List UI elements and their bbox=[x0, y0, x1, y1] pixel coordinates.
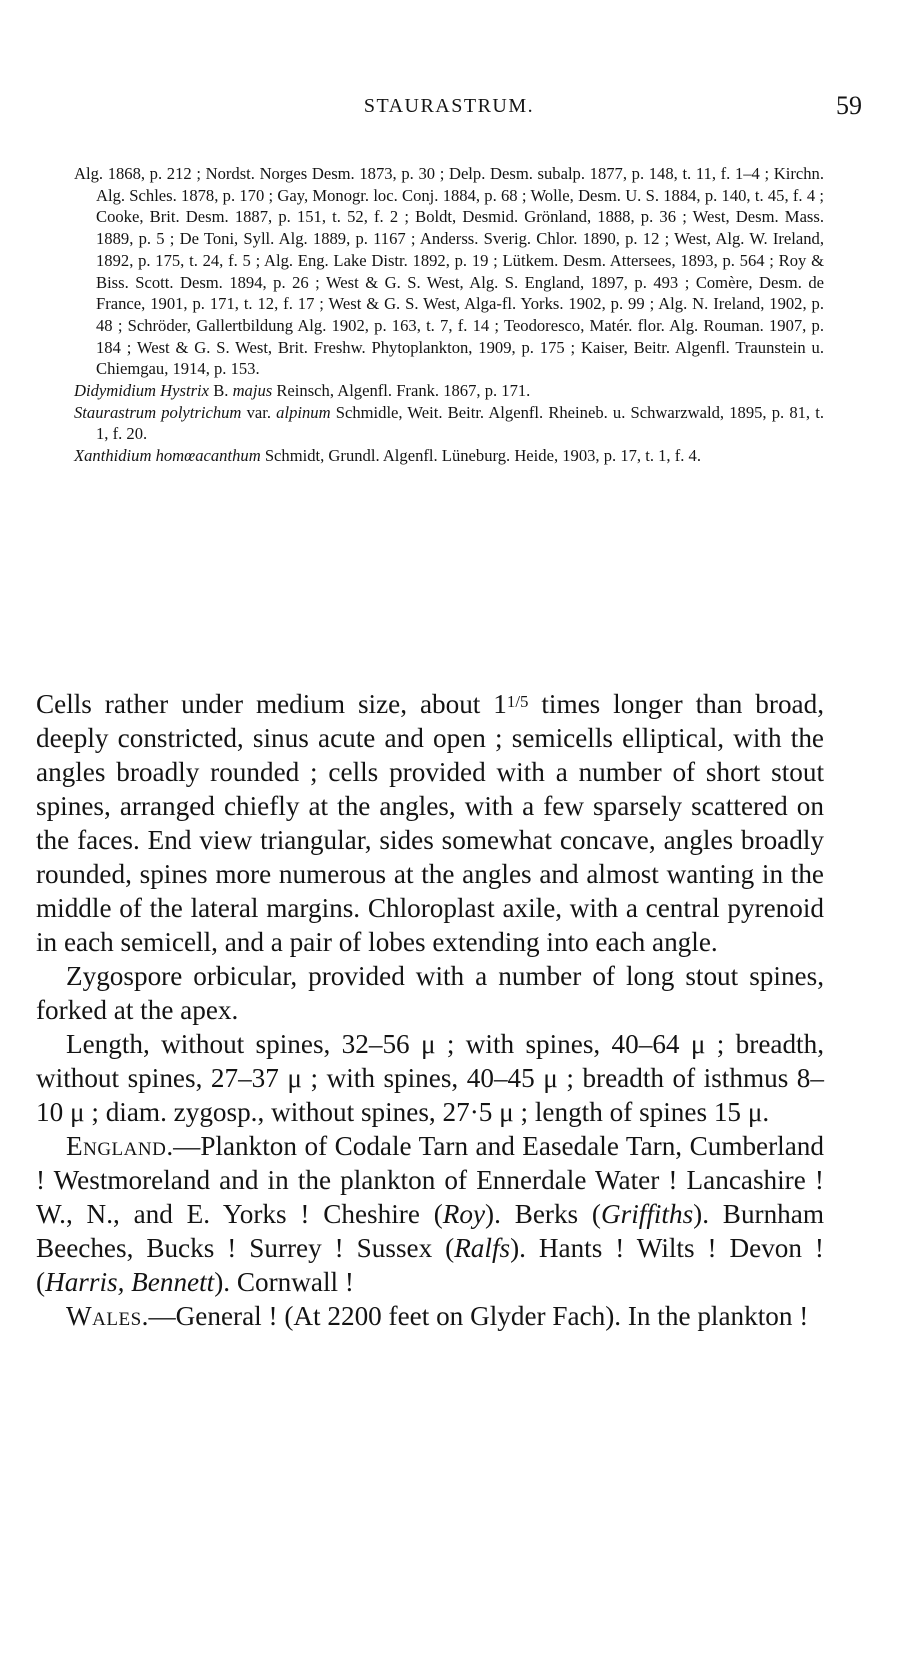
synonym-connector: var. bbox=[241, 402, 277, 422]
synonym-reference: Reinsch, Algenfl. Frank. 1867, p. 171. bbox=[272, 381, 531, 401]
synonymy-references bbox=[74, 163, 824, 467]
distribution-text: ). Berks ( bbox=[485, 1198, 601, 1229]
synonym-entry bbox=[74, 445, 824, 467]
collector-name: Roy bbox=[442, 1198, 486, 1229]
page-header bbox=[36, 91, 862, 131]
distribution-text: .—Plankton of Codale Tarn and Easedale Tarn, Cumberland ! Westmoreland and in the plankton of Ennerdale Water ! Lancashire ! W., N., and E. Yorks ! Cheshire ( bbox=[36, 1130, 824, 1229]
page-number: 59 bbox=[836, 91, 862, 120]
synonym-name: Staurastrum polytrichum bbox=[74, 402, 242, 422]
england-distribution bbox=[36, 1129, 824, 1299]
collector-name: Griffiths bbox=[601, 1198, 694, 1229]
zygospore-paragraph: Zygospore orbicular, provided with a number of long stout spines, forked at the apex. bbox=[36, 960, 824, 1025]
region-label-england: England bbox=[66, 1130, 167, 1161]
synonym-name: Xanthidium homœacanthum bbox=[74, 446, 261, 466]
description-text: times longer than broad, deeply constricted, sinus acute and open ; semicells elliptical, with the angles broadly rounded ; cells provided with a number of short stout spines, arranged chiefly at the angles, with a few sparsely scattered on the faces. End view triangular, sides somewhat concave, angles broadly rounded, spines more numerous at the angles and almost wanting in the middle of the lateral margins. Chloroplast axile, with a central pyrenoid in each semicell, and a pair of lobes extending into each angle. bbox=[36, 688, 824, 957]
running-title: STAURASTRUM. bbox=[363, 95, 535, 117]
synonym-variety: majus bbox=[232, 381, 273, 401]
region-label-wales: Wales bbox=[66, 1300, 142, 1331]
description-text: Cells rather under medium size, about 1 bbox=[36, 688, 507, 719]
distribution-text: ). Burnham Beeches, Bucks ! Surrey ! Sussex ( bbox=[36, 1198, 824, 1263]
distribution-text: .—General ! (At 2200 feet on Glyder Fach). In the plankton ! bbox=[141, 1300, 809, 1331]
bibliography-paragraph bbox=[74, 163, 824, 380]
synonym-connector: B. bbox=[209, 381, 233, 401]
bibliography-text: Alg. 1868, p. 212 ; Nordst. Norges Desm. 1873, p. 30 ; Delp. Desm. subalp. 1877, p. 148, t. 11, f. 1–4 ; Kirchn. Alg. Schles. 1878, p. 170 ; Gay, Monogr. loc. Conj. 1884, p. 68 ; Wolle, Desm. U. S. 1884, p. 140, t. 45, f. 4 ; Cooke, Brit. Desm. 1887, p. 151, t. 52, f. 2 ; Boldt, Desmid. Grönland, 1888, p. 36 ; West, Desm. Mass. 1889, p. 5 ; De Toni, Syll. Alg. 1889, p. 1167 ; Anderss. Sverig. Chlor. 1890, p. 12 ; West, Alg. W. Ireland, 1892, p. 175, t. 24, f. 5 ; Alg. Eng. Lake Distr. 1892, p. 19 ; Lütkem. Desm. Attersees, 1893, p. 564 ; Roy & Biss. Scott. Desm. 1894, p. 26 ; West & G. S. West, Alg. S. England, 1897, p. 493 ; Comère, Desm. de France, 1901, p. 171, t. 12, f. 17 ; West & G. S. West, Alga-fl. Yorks. 1902, p. 99 ; Alg. N. Ireland, 1902, p. 48 ; Schröder, Gallertbildung Alg. 1902, p. 163, t. 7, f. 14 ; Teodoresco, Matér. flor. Alg. Rouman. 1907, p. 184 ; West & G. S. West, Brit. Freshw. Phytoplankton, 1909, p. 175 ; Kaiser, Beitr. Algenfl. Traunstein u. Chiemgau, 1914, p. 153. bbox=[74, 164, 824, 379]
synonym-reference: Schmidle, Weit. Beitr. Algenfl. Rheineb. u. Schwarzwald, 1895, p. 81, t. 1, f. 20. bbox=[96, 402, 824, 444]
collector-name: Ralfs bbox=[454, 1232, 511, 1263]
distribution-text: ). Hants ! Wilts ! Devon ! ( bbox=[36, 1232, 824, 1297]
distribution-text: ). Cornwall ! bbox=[214, 1266, 354, 1297]
species-description bbox=[36, 685, 824, 1333]
measurements-paragraph: Length, without spines, 32–56 μ ; with spines, 40–64 μ ; breadth, without spines, 27–37 μ ; with spines, 40–45 μ ; breadth of isthmus 8–10 μ ; diam. zygosp., without spines, 27·5 μ ; length of spines 15 μ. bbox=[36, 1028, 824, 1127]
synonym-entry bbox=[74, 402, 824, 445]
collector-name: Harris, Bennett bbox=[45, 1266, 215, 1297]
description-paragraph bbox=[36, 685, 824, 959]
synonym-name: Didymidium Hystrix bbox=[74, 381, 210, 401]
synonym-variety: alpinum bbox=[276, 402, 331, 422]
synonym-reference: Schmidt, Grundl. Algenfl. Lüneburg. Heide, 1903, p. 17, t. 1, f. 4. bbox=[260, 446, 701, 466]
synonym-entry bbox=[74, 380, 824, 402]
fraction: 1/5 bbox=[506, 692, 529, 711]
wales-distribution bbox=[36, 1299, 824, 1333]
